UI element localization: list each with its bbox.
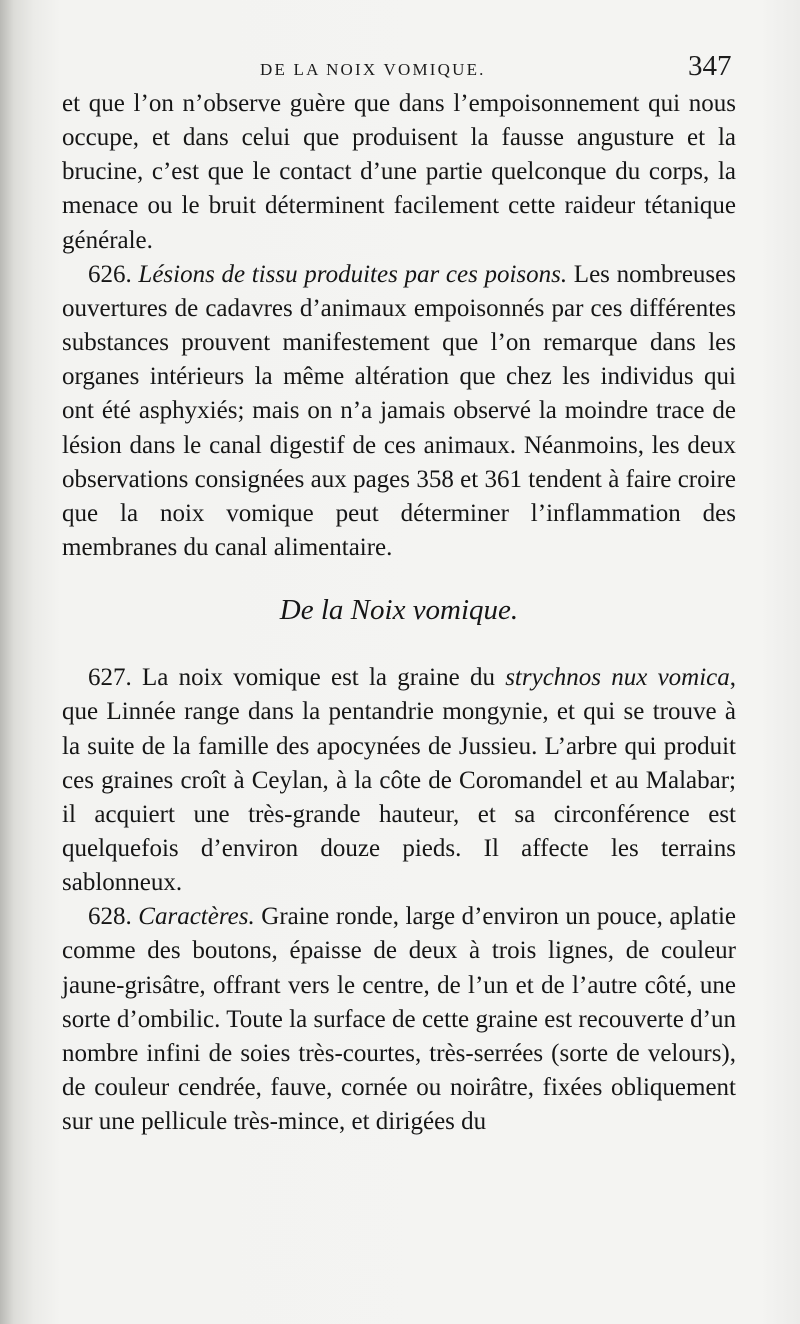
paragraph-text: La noix vomique est la graine du bbox=[141, 664, 495, 692]
paragraph-text: Graine ronde, large d’environ un pouce, aplatie comme des boutons, épaisse de deux à trois lignes, de couleur jaune-grisâtre, offrant vers le centre, de l’un et de l’autre côté, une sorte d’ombilic. Toute la surface de cette graine est recouverte d’un nombre infini de soies très-courtes, très-serrées (sorte de velours), de couleur cendrée, fauve, cornée ou noirâtre, fixées obliquement sur une pellicule très-mince, et dirigées du bbox=[62, 903, 736, 1136]
paragraph-number: 627. bbox=[88, 664, 132, 692]
paragraph-628 bbox=[62, 900, 736, 1139]
paragraph-title: Caractères. bbox=[138, 903, 255, 931]
page-number: 347 bbox=[688, 50, 732, 82]
paragraph-continuation: et que l’on n’observe guère que dans l’empoisonnement qui nous occupe, et dans celui que produisent la fausse angusture et la brucine, c’est que le contact d’une partie quelconque du corps, la menace ou le bruit déterminent facilement cette raideur tétanique générale. bbox=[62, 90, 736, 254]
paragraph-number: 626. bbox=[88, 260, 132, 288]
paragraph-627 bbox=[62, 661, 736, 900]
body-text bbox=[62, 87, 736, 1139]
paragraph-title: Lésions de tissu produites par ces poisons. bbox=[138, 260, 568, 288]
paragraph-number: 628. bbox=[88, 903, 132, 931]
running-head: DE LA NOIX VOMIQUE. bbox=[260, 60, 486, 79]
paragraph-text: Les nombreuses ouvertures de cadavres d’animaux empoisonnés par ces différentes substances prouvent manifestement que l’on remarque dans les organes intérieurs la même altération que chez les individus qui ont été asphyxiés; mais on n’a jamais observé la moindre trace de lésion dans le canal digestif de ces animaux. Néanmoins, les deux observations consignées aux pages 358 et 361 tendent à faire croire que la noix vomique peut déterminer l’inflammation des membranes du canal alimentaire. bbox=[62, 260, 736, 562]
paragraph-626 bbox=[62, 258, 736, 565]
species-name: strychnos nux vomica bbox=[505, 664, 730, 692]
paragraph-text-continued: , que Linnée range dans la pentandrie mongynie, et qui se trouve à la suite de la famille des apocynées de Jussieu. L’arbre qui produit ces graines croît à Ceylan, à la côte de Coromandel et au Malabar; il acquiert une très-grande hauteur, et sa circonférence est quelquefois d’environ douze pieds. Il affecte les terrains sablonneux. bbox=[62, 664, 737, 897]
section-title: De la Noix vomique. bbox=[279, 594, 519, 627]
page-header bbox=[0, 52, 800, 92]
